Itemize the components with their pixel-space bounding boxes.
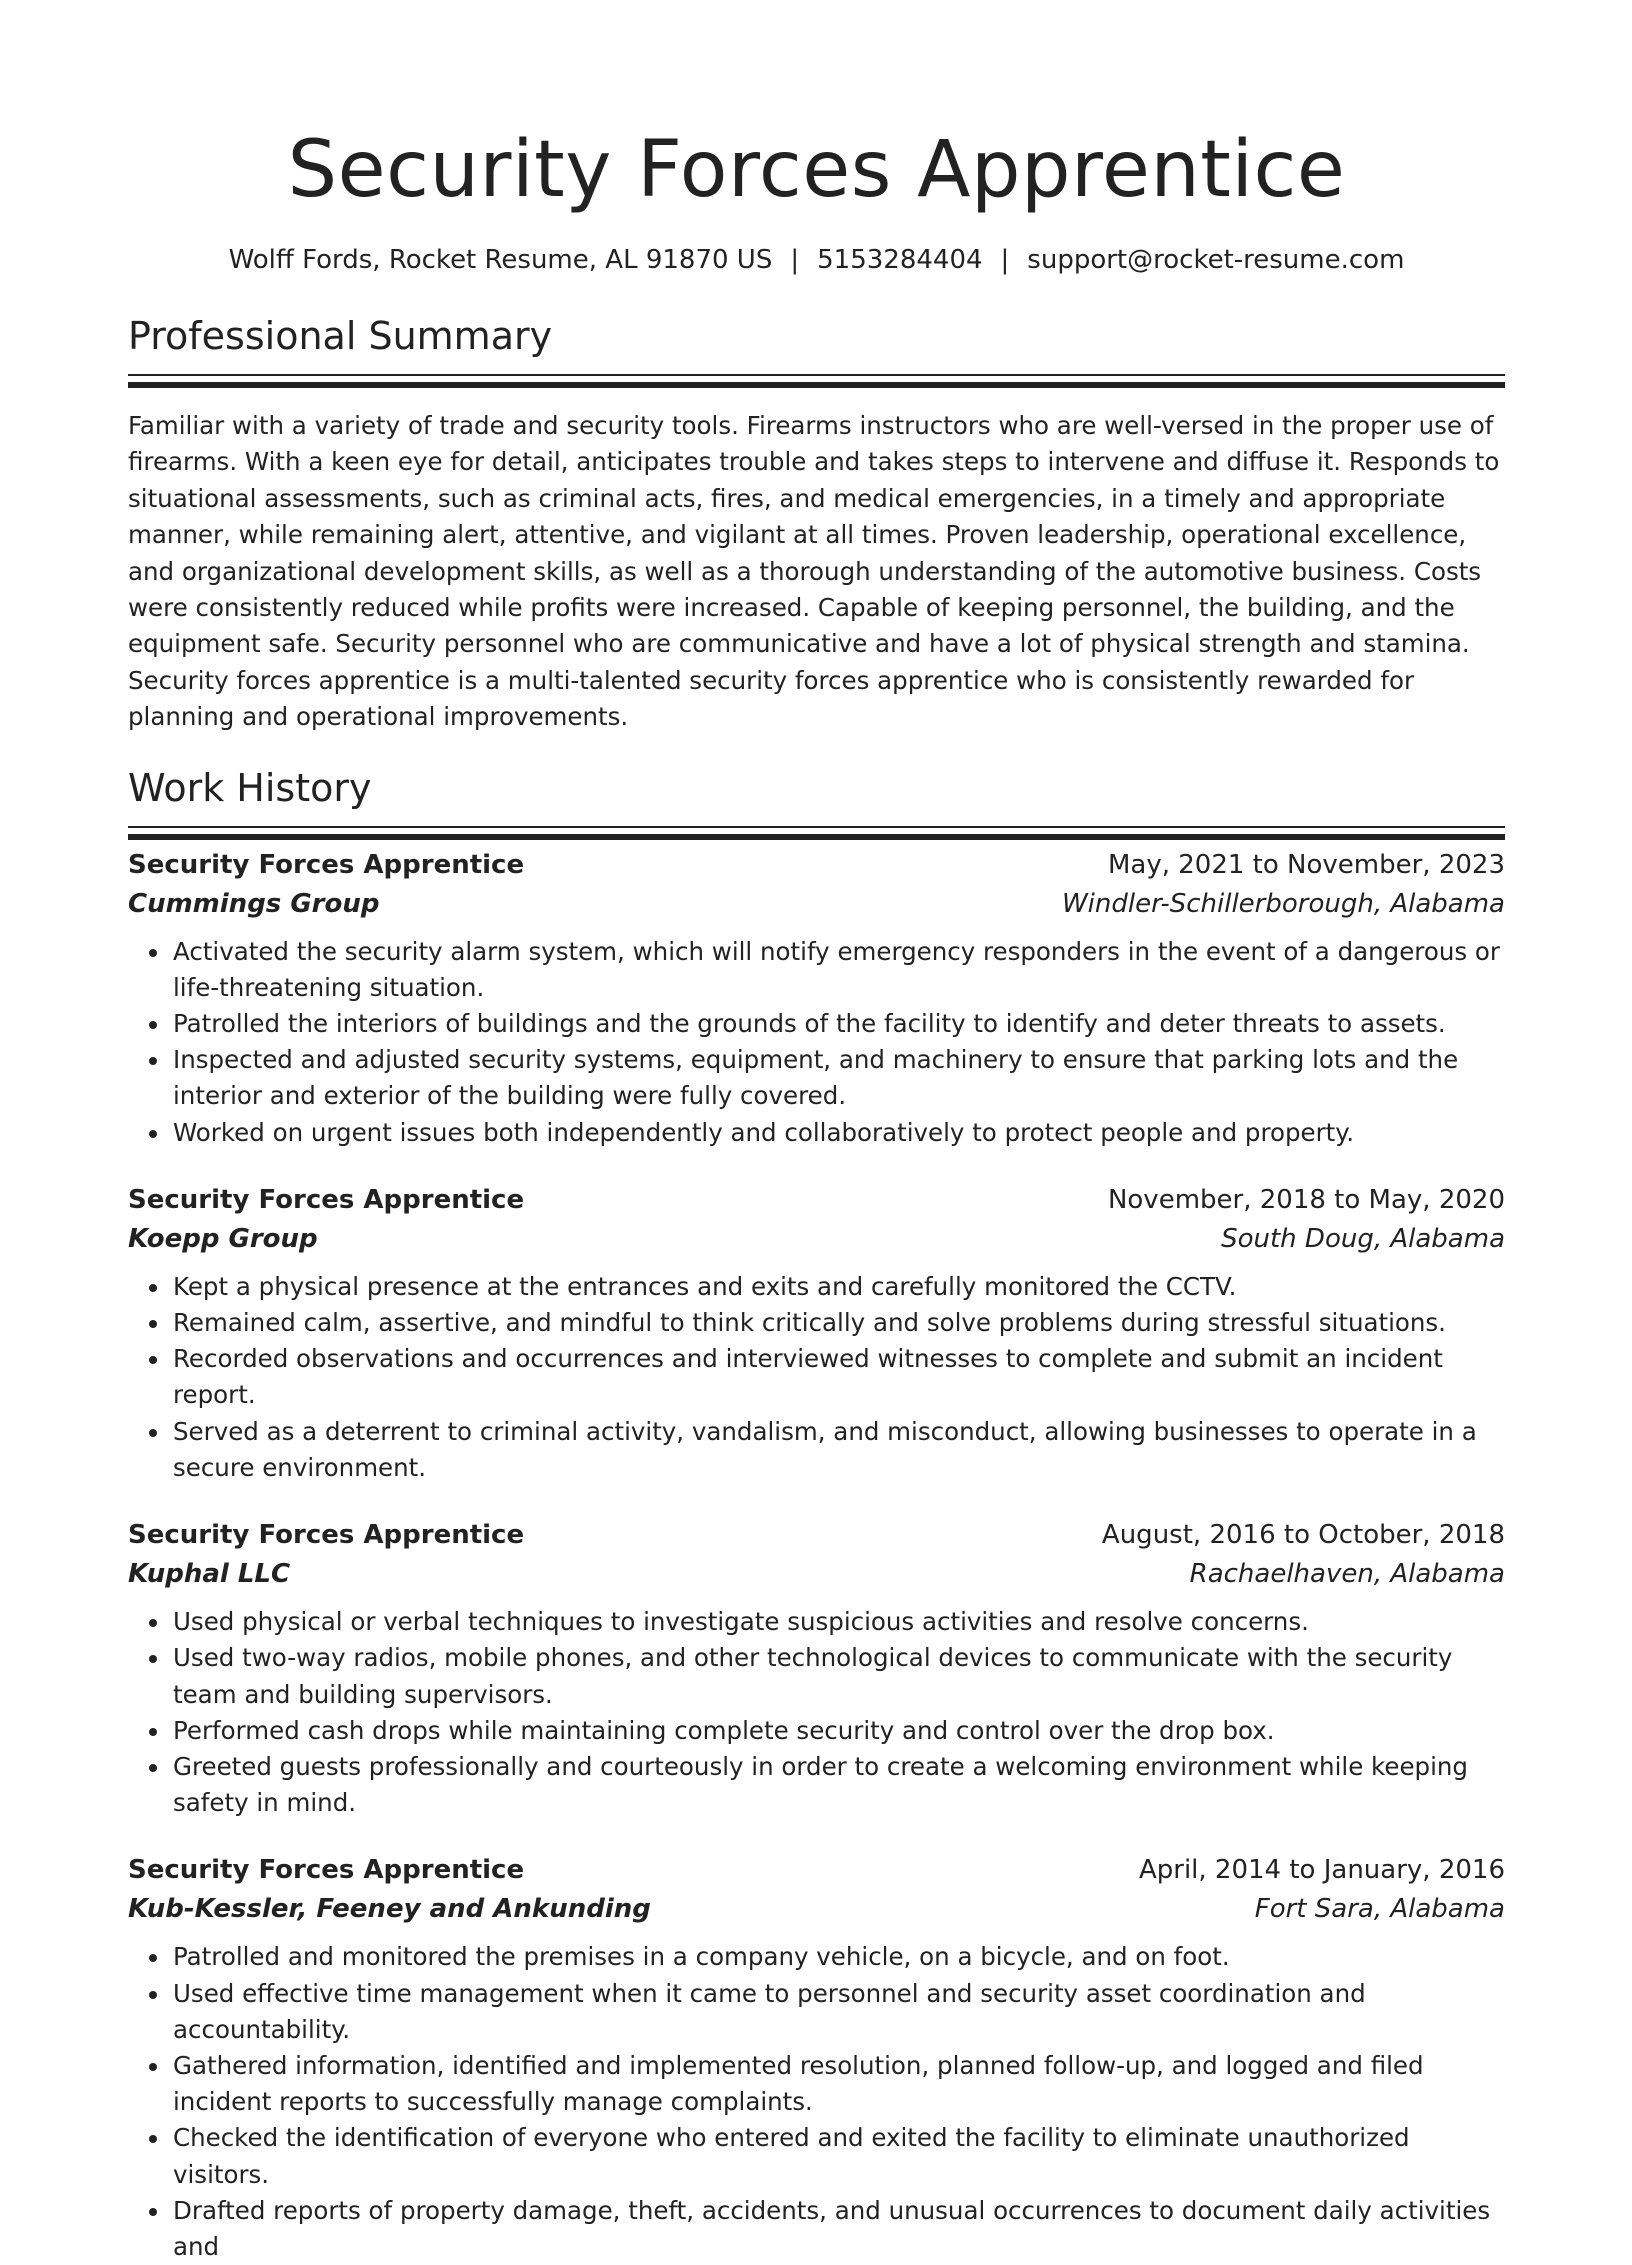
job-dates: May, 2021 to November, 2023 xyxy=(1107,849,1505,880)
section-divider xyxy=(128,374,1505,376)
job-entry xyxy=(128,846,1505,1151)
job-bullet: • Used two-way radios, mobile phones, and other technological devices to communicate with the security team and building supervisors. xyxy=(171,1640,1505,1712)
job-bullet: • Remained calm, assertive, and mindful to think critically and solve problems during stressful situations. xyxy=(171,1305,1505,1341)
section-title-work-history: Work History xyxy=(128,765,372,810)
job-location: Rachaelhaven, Alabama xyxy=(1189,1559,1505,1590)
job-entry xyxy=(128,1851,1505,2265)
job-bullet: • Worked on urgent issues both independently and collaboratively to protect people and property. xyxy=(171,1115,1505,1151)
job-company: Cummings Group xyxy=(128,888,380,919)
job-dates: August, 2016 to October, 2018 xyxy=(1101,1520,1505,1551)
job-title: Security Forces Apprentice xyxy=(128,1520,525,1551)
job-bullets xyxy=(128,1604,1505,1821)
contact-address: Wolff Fords, Rocket Resume, AL 91870 US xyxy=(228,245,773,275)
job-dates: November, 2018 to May, 2020 xyxy=(1107,1184,1505,1215)
job-bullet: • Greeted guests professionally and courteously in order to create a welcoming environment while keeping safety in mind. xyxy=(171,1749,1505,1821)
job-bullets xyxy=(128,1939,1505,2265)
job-company: Kuphal LLC xyxy=(128,1559,291,1590)
job-title: Security Forces Apprentice xyxy=(128,1184,525,1215)
job-title: Security Forces Apprentice xyxy=(128,1855,525,1886)
job-bullet: • Gathered information, identified and implemented resolution, planned follow-up, and logged and filed incident reports to successfully manage complaints. xyxy=(171,2048,1505,2120)
job-header-row xyxy=(128,1516,1505,1554)
job-company-row xyxy=(128,1219,1505,1259)
job-dates: April, 2014 to January, 2016 xyxy=(1138,1855,1505,1886)
job-company-row xyxy=(128,1554,1505,1594)
job-company: Koepp Group xyxy=(128,1223,318,1254)
job-bullet: • Used physical or verbal techniques to investigate suspicious activities and resolve concerns. xyxy=(171,1604,1505,1640)
job-company-row xyxy=(128,1889,1505,1929)
section-divider xyxy=(128,826,1505,828)
job-bullet: • Inspected and adjusted security systems, equipment, and machinery to ensure that parking lots and the interior and exterior of the building were fully covered. xyxy=(171,1042,1505,1114)
job-header-row xyxy=(128,846,1505,884)
job-bullet: • Used effective time management when it came to personnel and security asset coordination and accountability. xyxy=(171,1976,1505,2048)
job-bullet: • Performed cash drops while maintaining complete security and control over the drop box. xyxy=(171,1713,1505,1749)
job-location: South Doug, Alabama xyxy=(1221,1223,1505,1254)
job-bullet: • Served as a deterrent to criminal activity, vandalism, and misconduct, allowing businesses to operate in a secure environment. xyxy=(171,1414,1505,1486)
contact-email: support@rocket-resume.com xyxy=(1027,245,1405,275)
job-header-row xyxy=(128,1851,1505,1889)
job-bullets xyxy=(128,934,1505,1151)
job-location: Fort Sara, Alabama xyxy=(1254,1894,1505,1925)
contact-phone: 5153284404 xyxy=(817,245,983,275)
job-bullet: • Kept a physical presence at the entrances and exits and carefully monitored the CCTV. xyxy=(171,1269,1505,1305)
section-title-summary: Professional Summary xyxy=(128,314,553,358)
job-bullet: • Drafted reports of property damage, theft, accidents, and unusual occurrences to document daily activities and xyxy=(171,2193,1505,2265)
job-location: Windler-Schillerborough, Alabama xyxy=(1061,888,1505,919)
job-entry xyxy=(128,1516,1505,1821)
contact-separator: | xyxy=(1000,245,1010,275)
job-bullet: • Recorded observations and occurrences and interviewed witnesses to complete and submit an incident report. xyxy=(171,1341,1505,1413)
job-entry xyxy=(128,1181,1505,1486)
job-bullets xyxy=(128,1269,1505,1486)
job-bullet: • Patrolled and monitored the premises in a company vehicle, on a bicycle, and on foot. xyxy=(171,1939,1505,1975)
contact-line xyxy=(128,242,1505,278)
job-header-row xyxy=(128,1181,1505,1219)
job-bullet: • Patrolled the interiors of buildings and the grounds of the facility to identify and deter threats to assets. xyxy=(171,1006,1505,1042)
job-company: Kub-Kessler, Feeney and Ankunding xyxy=(128,1894,651,1925)
contact-separator: | xyxy=(790,245,800,275)
job-title: Security Forces Apprentice xyxy=(128,849,525,880)
job-company-row xyxy=(128,884,1505,924)
job-bullet: • Checked the identification of everyone who entered and exited the facility to eliminate unauthorized visitors. xyxy=(171,2120,1505,2192)
summary-text: Familiar with a variety of trade and security tools. Firearms instructors who are well-versed in the proper use of firearms. With a keen eye for detail, anticipates trouble and takes steps to intervene and diffuse it. Responds to situational assessments, such as criminal acts, fires, and medical emergencies, in a timely and appropriate manner, while remaining alert, attentive, and vigilant at all times. Proven leadership, operational excellence, and organizational development skills, as well as a thorough understanding of the automotive business. Costs were consistently reduced while profits were increased. Capable of keeping personnel, the building, and the equipment safe. Security personnel who are communicative and have a lot of physical strength and stamina. Security forces apprentice is a multi-talented security forces apprentice who is consistently rewarded for planning and operational improvements. xyxy=(128,411,1500,732)
job-bullet: • Activated the security alarm system, which will notify emergency responders in the event of a dangerous or life-threatening situation. xyxy=(171,934,1505,1006)
resume-name: Security Forces Apprentice xyxy=(287,125,1346,215)
